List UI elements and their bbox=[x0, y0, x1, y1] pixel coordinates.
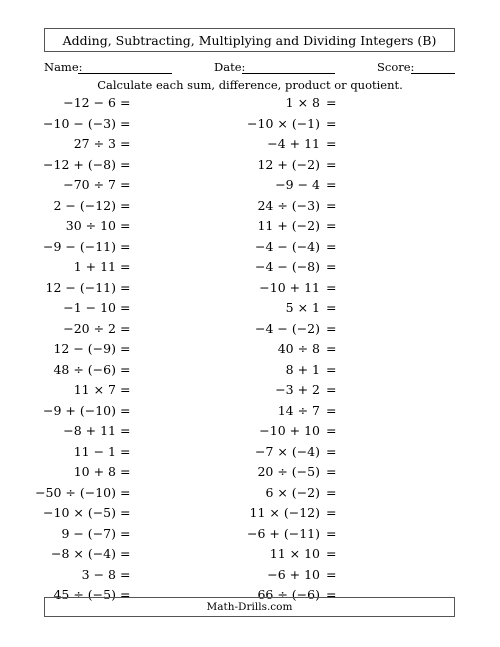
equals-sign: = bbox=[326, 505, 337, 520]
equals-sign: = bbox=[326, 443, 337, 459]
problem-expression: 9 − (−7) bbox=[61, 525, 116, 541]
equals-sign: = bbox=[120, 300, 131, 315]
worksheet-title-text: Adding, Subtracting, Multiplying and Dividing Integers (B) bbox=[62, 32, 437, 48]
equals-sign: = bbox=[326, 341, 337, 356]
equals-sign: = bbox=[120, 587, 131, 602]
equals-sign: = bbox=[326, 177, 337, 192]
problem-expression: 3 − 8 bbox=[81, 566, 116, 582]
problem-expression: 12 − (−9) bbox=[53, 341, 116, 356]
problem-expression: 11 × (−12) bbox=[249, 505, 320, 520]
date-label: Date: bbox=[214, 60, 246, 74]
problem-expression: −4 + 11 bbox=[267, 136, 320, 151]
problem-expression: 48 ÷ (−6) bbox=[53, 361, 116, 377]
problem-expression: −6 + (−11) bbox=[247, 525, 320, 541]
equals-sign: = bbox=[120, 402, 131, 418]
problem-item bbox=[0, 362, 500, 383]
problem-item bbox=[0, 341, 500, 362]
equals-sign: = bbox=[120, 382, 131, 397]
problem-expression: −1 − 10 bbox=[63, 300, 116, 315]
problem-expression: 40 ÷ 8 bbox=[277, 341, 320, 356]
problem-item bbox=[0, 382, 500, 403]
problem-expression: −12 + (−8) bbox=[43, 156, 116, 172]
date-field[interactable] bbox=[242, 73, 335, 74]
footer-text: Math-Drills.com bbox=[206, 601, 293, 613]
equals-sign: = bbox=[120, 464, 131, 479]
equals-sign: = bbox=[120, 566, 131, 582]
problem-expression: 10 + 8 bbox=[73, 464, 116, 479]
worksheet-title bbox=[44, 28, 455, 52]
problem-item bbox=[0, 444, 500, 465]
problem-expression: −4 − (−4) bbox=[254, 238, 320, 254]
problem-expression: −9 − (−11) bbox=[43, 238, 116, 254]
problem-expression: 5 × 1 bbox=[285, 300, 320, 315]
equals-sign: = bbox=[120, 177, 131, 192]
problem-item bbox=[0, 259, 500, 280]
problem-expression: −50 ÷ (−10) bbox=[35, 484, 116, 500]
equals-sign: = bbox=[326, 115, 337, 131]
equals-sign: = bbox=[326, 361, 337, 377]
problem-expression: 11 − 1 bbox=[73, 443, 116, 459]
problem-expression: −8 × (−4) bbox=[50, 546, 116, 561]
problem-expression: 11 × 7 bbox=[73, 382, 116, 397]
equals-sign: = bbox=[326, 423, 337, 438]
problem-expression: −6 + 10 bbox=[267, 566, 320, 582]
equals-sign: = bbox=[326, 484, 337, 500]
problem-expression: −10 × (−1) bbox=[247, 115, 320, 131]
problem-item bbox=[0, 198, 500, 219]
problem-expression: −9 − 4 bbox=[275, 177, 320, 192]
instructions: Calculate each sum, difference, product or quotient. bbox=[97, 78, 403, 92]
problem-expression: 24 ÷ (−3) bbox=[257, 197, 320, 213]
problem-expression: 8 + 1 bbox=[285, 361, 320, 377]
problem-expression: −9 + (−10) bbox=[43, 402, 116, 418]
equals-sign: = bbox=[120, 320, 131, 336]
equals-sign: = bbox=[326, 525, 337, 541]
problem-expression: 66 ÷ (−6) bbox=[257, 587, 320, 602]
problem-item bbox=[0, 116, 500, 137]
equals-sign: = bbox=[326, 95, 337, 110]
equals-sign: = bbox=[120, 341, 131, 356]
problem-expression: −12 − 6 bbox=[63, 95, 116, 110]
name-field[interactable] bbox=[78, 73, 172, 74]
problem-expression: −4 − (−2) bbox=[254, 320, 320, 336]
equals-sign: = bbox=[326, 300, 337, 315]
equals-sign: = bbox=[326, 279, 337, 295]
equals-sign: = bbox=[120, 136, 131, 151]
problem-expression: −70 ÷ 7 bbox=[63, 177, 116, 192]
problem-item bbox=[0, 403, 500, 424]
equals-sign: = bbox=[326, 587, 337, 602]
problem-item bbox=[0, 300, 500, 321]
equals-sign: = bbox=[120, 484, 131, 500]
problem-expression: −8 + 11 bbox=[63, 423, 116, 438]
equals-sign: = bbox=[326, 238, 337, 254]
equals-sign: = bbox=[326, 402, 337, 418]
problem-item bbox=[0, 526, 500, 547]
problem-expression: 30 ÷ 10 bbox=[65, 218, 116, 233]
footer bbox=[44, 597, 455, 617]
problem-item bbox=[0, 567, 500, 588]
problem-expression: −10 × (−5) bbox=[43, 505, 116, 520]
equals-sign: = bbox=[120, 525, 131, 541]
equals-sign: = bbox=[120, 546, 131, 561]
problem-expression: −20 ÷ 2 bbox=[63, 320, 116, 336]
problem-item bbox=[0, 239, 500, 260]
problem-expression: 12 − (−11) bbox=[45, 279, 116, 295]
equals-sign: = bbox=[120, 115, 131, 131]
problem-expression: 27 ÷ 3 bbox=[73, 136, 116, 151]
equals-sign: = bbox=[326, 156, 337, 172]
problem-expression: −7 × (−4) bbox=[254, 443, 320, 459]
equals-sign: = bbox=[120, 238, 131, 254]
problem-item bbox=[0, 280, 500, 301]
equals-sign: = bbox=[120, 197, 131, 213]
equals-sign: = bbox=[120, 279, 131, 295]
problem-expression: 11 × 10 bbox=[269, 546, 320, 561]
equals-sign: = bbox=[120, 259, 131, 274]
equals-sign: = bbox=[120, 95, 131, 110]
equals-sign: = bbox=[120, 505, 131, 520]
equals-sign: = bbox=[326, 382, 337, 397]
problem-item bbox=[0, 321, 500, 342]
problem-expression: 12 + (−2) bbox=[257, 156, 320, 172]
problem-expression: 2 − (−12) bbox=[53, 197, 116, 213]
equals-sign: = bbox=[326, 218, 337, 233]
problem-expression: −3 + 2 bbox=[275, 382, 320, 397]
equals-sign: = bbox=[326, 464, 337, 479]
problem-expression: 6 × (−2) bbox=[265, 484, 320, 500]
problem-item bbox=[0, 218, 500, 239]
equals-sign: = bbox=[326, 546, 337, 561]
problem-item bbox=[0, 423, 500, 444]
problem-expression: −10 + 11 bbox=[259, 279, 320, 295]
equals-sign: = bbox=[326, 320, 337, 336]
equals-sign: = bbox=[120, 218, 131, 233]
problem-item bbox=[0, 95, 500, 116]
equals-sign: = bbox=[326, 566, 337, 582]
problem-item bbox=[0, 505, 500, 526]
problem-expression: 14 ÷ 7 bbox=[277, 402, 320, 418]
problem-item bbox=[0, 157, 500, 178]
problem-item bbox=[0, 136, 500, 157]
problem-item bbox=[0, 464, 500, 485]
info-row bbox=[44, 60, 456, 76]
score-field[interactable] bbox=[411, 73, 455, 74]
problem-expression: 45 ÷ (−5) bbox=[53, 587, 116, 602]
problem-item bbox=[0, 485, 500, 506]
equals-sign: = bbox=[326, 136, 337, 151]
problem-expression: 1 + 11 bbox=[73, 259, 116, 274]
problem-expression: 20 ÷ (−5) bbox=[257, 464, 320, 479]
equals-sign: = bbox=[120, 156, 131, 172]
equals-sign: = bbox=[120, 361, 131, 377]
problem-expression: −10 − (−3) bbox=[43, 115, 116, 131]
equals-sign: = bbox=[120, 423, 131, 438]
problem-item bbox=[0, 546, 500, 567]
equals-sign: = bbox=[326, 197, 337, 213]
problem-expression: −10 + 10 bbox=[259, 423, 320, 438]
score-label: Score: bbox=[377, 60, 415, 74]
name-label: Name: bbox=[44, 60, 83, 74]
equals-sign: = bbox=[120, 443, 131, 459]
problem-expression: −4 − (−8) bbox=[254, 259, 320, 274]
problem-expression: 1 × 8 bbox=[285, 95, 320, 110]
problem-expression: 11 + (−2) bbox=[257, 218, 320, 233]
equals-sign: = bbox=[326, 259, 337, 274]
problem-item bbox=[0, 177, 500, 198]
